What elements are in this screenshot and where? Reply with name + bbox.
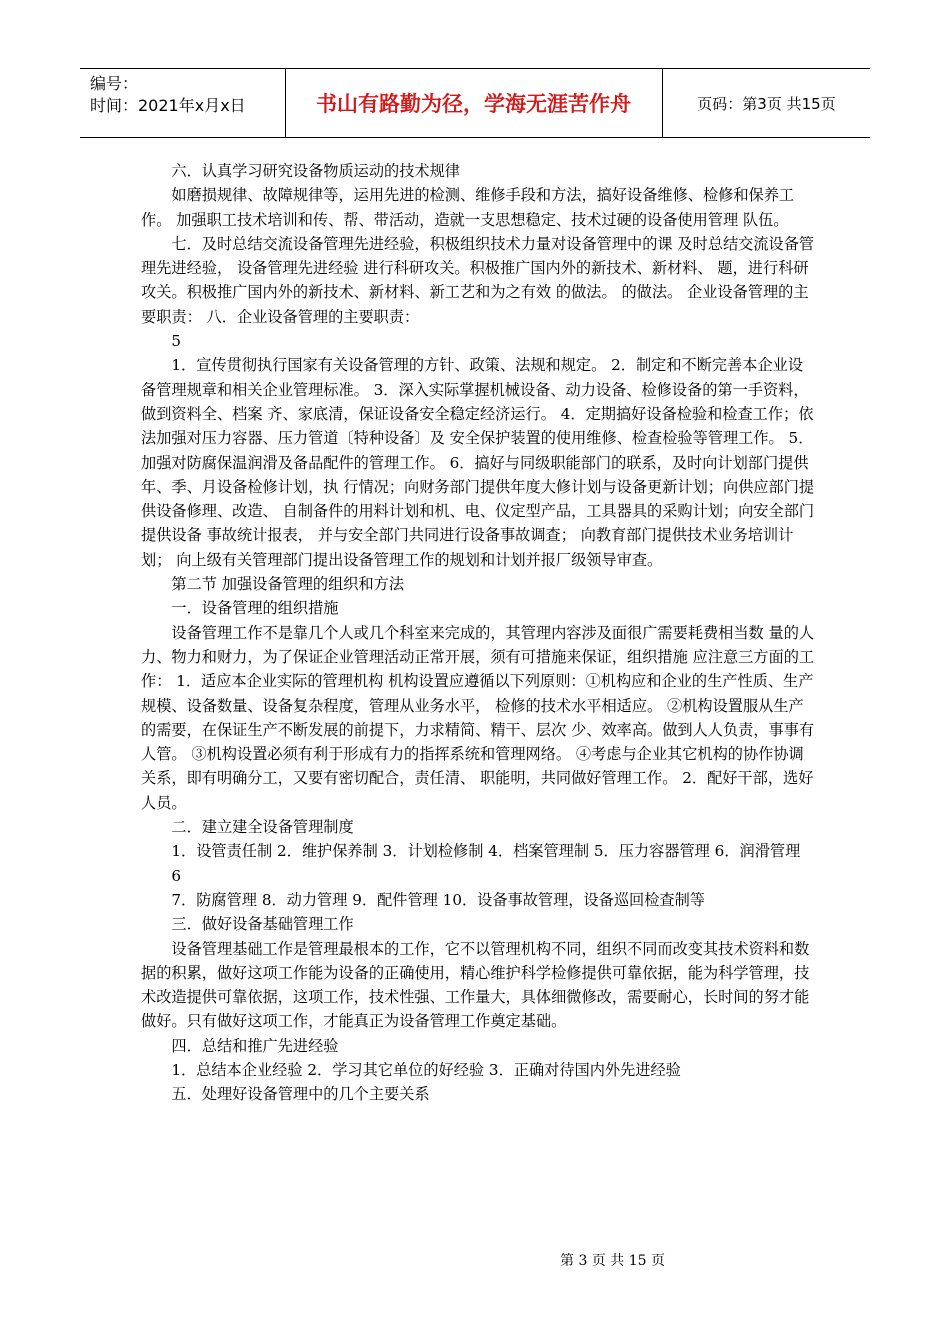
body-paragraph: 1．总结本企业经验 2．学习其它单位的好经验 3．正确对待国内外先进经验 — [171, 1060, 681, 1079]
inline-page-number: 6 — [171, 866, 182, 885]
body-paragraph: 设备管理工作不是靠几个人或几个科室来完成的，其管理内容涉及面很广需要耗费相当数 量的人力、物力和财力，为了保证企业管理活动正常开展，须有可措施来保证，组织措施 应注意三方面的工作： 1．适应本企业实际的管理机构 机构设置应遵循以下列原则：①机构应和企业的生产性质、生产规模、设备数量、设备复杂程度，管理从业务水平， 检修的技术水平相适应。 ②机构设置服从生产的需要，在保证生产不断发展的前提下，力求精简、精干、层次 少、效率高。做到人人负责，事事有人管。 ③机构设置必须有利于形成有力的指挥系统和管理网络。 ④考虑与企业其它机构的协作协调关系，即有明确分工，又要有密切配合，责任清、 职能明，共同做好管理工作。 2．配好干部，选好人员。 — [141, 623, 815, 812]
section-heading: 二．建立建全设备管理制度 — [171, 818, 354, 837]
section-heading: 一．设备管理的组织措施 — [171, 599, 339, 618]
header-meta — [90, 73, 285, 117]
date-label: 时间：2021年x月x日 — [90, 96, 246, 115]
page-header — [80, 68, 870, 138]
section-heading: 四．总结和推广先进经验 — [171, 1036, 339, 1055]
section-heading: 第二节 加强设备管理的组织和方法 — [171, 575, 405, 594]
section-heading: 六．认真学习研究设备物质运动的技术规律 — [171, 162, 460, 180]
body-paragraph: 1．设管责任制 2．维护保养制 3．计划检修制 4．档案管理制 5．压力容器管理 6．润滑管理 — [171, 842, 801, 861]
serial-number-label: 编号： — [90, 74, 139, 93]
body-paragraph: 如磨损规律、故障规律等，运用先进的检测、维修手段和方法，搞好设备维修、检修和保养工作。 加强职工技术培训和传、帮、带活动，造就一支思想稳定、技术过硬的设备使用管理 队伍。 — [141, 186, 795, 229]
inline-page-number: 5 — [171, 332, 182, 351]
header-page-info: 页码：第3页 共15页 — [697, 94, 836, 113]
page-footer: 第 3 页 共 15 页 — [560, 1253, 665, 1269]
body-paragraph: 7．防腐管理 8．动力管理 9．配件管理 10．设备事故管理，设备巡回检查制等 — [171, 890, 705, 909]
body-paragraph: 1．宣传贯彻执行国家有关设备管理的方针、政策、法规和规定。 2．制定和不断完善本企业设备管理规章和相关企业管理标准。 3．深入实际掌握机械设备、动力设备、检修设备的第一手资料，做到资料全、档案 齐、家底清，保证设备安全稳定经济运行。 4．定期搞好设备检验和检查工作；依法加强对压力容器、压力管道〔特种设备〕及 安全保护装置的使用维修、检查检验等管理工作。 5．加强对防腐保温润滑及备品配件的管理工作。 6．搞好与同级职能部门的联系，及时向计划部门提供年、季、月设备检修计划，执 行情况；向财务部门提供年度大修计划与设备更新计划；向供应部门提供设备修理、改造、 自制备件的用料计划和机、电、仪定型产品，工具器具的采购计划；向安全部门提供设备 事故统计报表， 并与安全部门共同进行设备事故调查； 向教育部门提供技术业务培训计划； 向上级有关管理部门提出设备管理工作的规划和计划并报厂级领导审查。 — [141, 356, 815, 569]
document-body — [141, 159, 817, 1107]
section-heading: 三．做好设备基础管理工作 — [171, 915, 354, 934]
header-motto: 书山有路勤为径，学海无涯苦作舟 — [316, 92, 631, 116]
body-paragraph: 设备管理基础工作是管理最根本的工作，它不以管理机构不同，组织不同而改变其技术资料和数据的积累，做好这项工作能为设备的正确使用，精心维护科学检修提供可靠依据，能为科学管理，技术改造提供可靠依据，这项工作，技术性强、工作量大，具体细微修改，需要耐心，长时间的努才能做好。只有做好这项工作，才能真正为设备管理工作奠定基础。 — [141, 939, 810, 1031]
section-heading: 五．处理好设备管理中的几个主要关系 — [171, 1085, 430, 1104]
body-paragraph: 七．及时总结交流设备管理先进经验，积极组织技术力量对设备管理中的课 及时总结交流设备管理先进经验， 设备管理先进经验 进行科研攻关。积极推广国内外的新技术、新材料、 题，进行科研攻关。积极推广国内外的新技术、新材料、新工艺和为之有效 的做法。 的做法。 企业设备管理的主要职责： 八．企业设备管理的主要职责： — [141, 234, 815, 326]
